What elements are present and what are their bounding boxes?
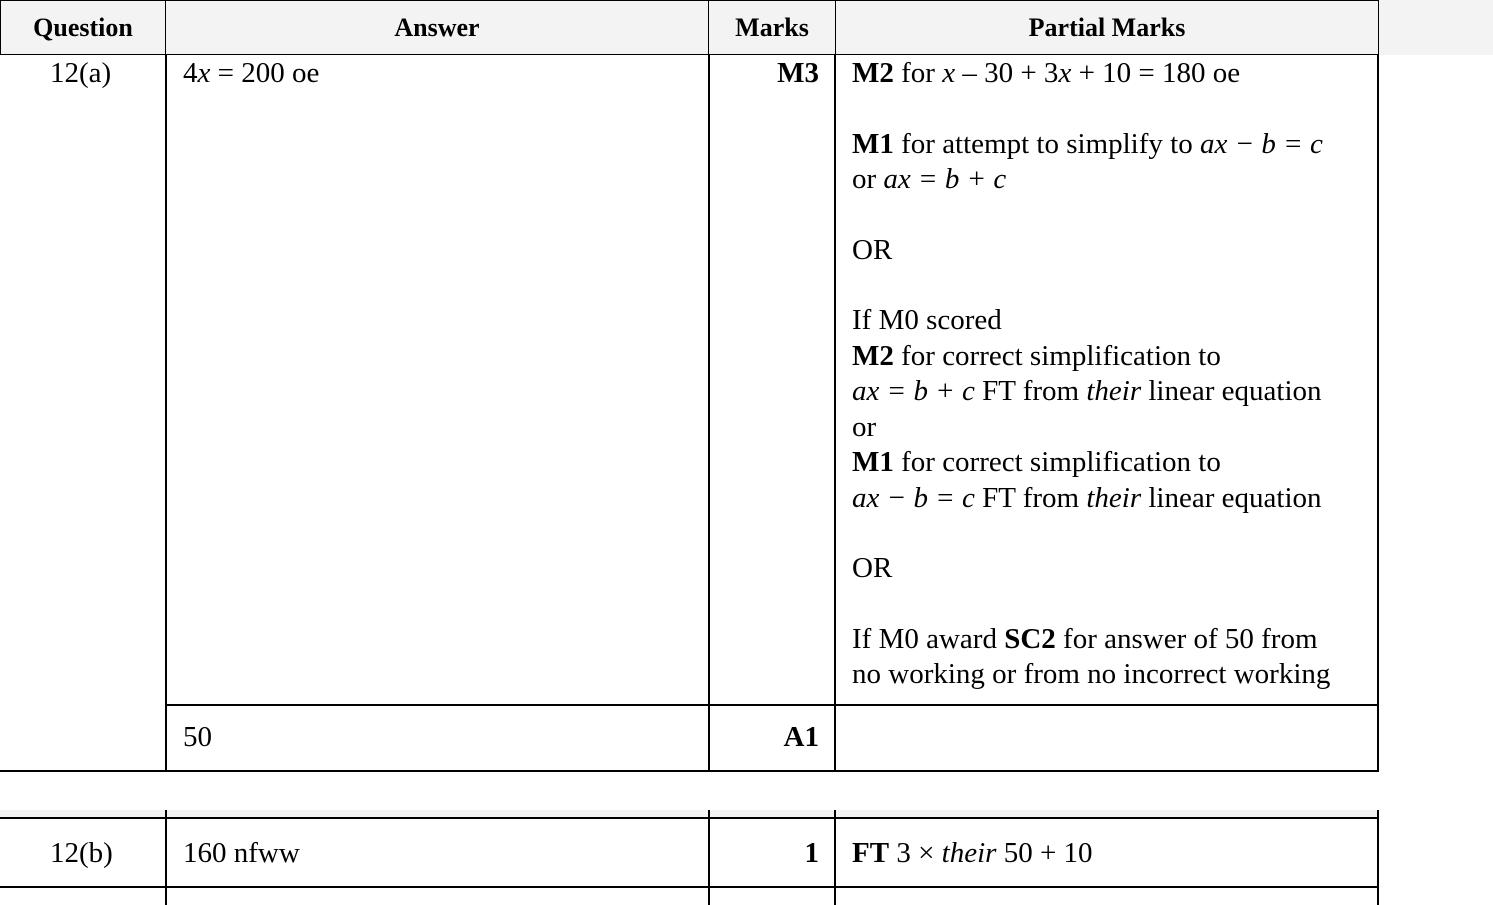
partial-line: If M0 scored (852, 304, 1002, 336)
divider (834, 55, 836, 772)
header-question: Question (0, 0, 166, 55)
answer-12a-final: 50 (183, 721, 212, 753)
divider (165, 55, 167, 772)
header-answer: Answer (165, 0, 709, 55)
partial-marks-12b: FT 3 × their 50 + 10 (852, 837, 1093, 869)
partial-marks-12a (852, 56, 1372, 693)
question-number-12b: 12(b) (50, 837, 113, 869)
header-partial-marks: Partial Marks (835, 0, 1379, 55)
partial-line: ax − b = c FT from their linear equation (852, 481, 1322, 514)
partial-line: ax = b + c FT from their linear equation (852, 375, 1322, 407)
divider (165, 704, 1379, 706)
divider (0, 817, 1379, 819)
answer-12a-method: 4x = 200 oe (183, 57, 320, 89)
divider (1377, 55, 1379, 772)
answer-12b: 160 nfww (183, 837, 300, 869)
divider (1377, 810, 1379, 905)
divider (708, 55, 710, 772)
divider (708, 810, 710, 905)
partial-line: M2 for correct simplification to (852, 339, 1221, 372)
divider (165, 810, 167, 905)
marks-12a-final: A1 (783, 721, 819, 753)
partial-line: OR (852, 233, 893, 266)
partial-line: M2 for x – 30 + 3x + 10 = 180 oe (852, 57, 1241, 89)
header-marks: Marks (708, 0, 836, 55)
divider (834, 810, 836, 905)
partial-line: OR (852, 552, 893, 584)
marks-12b: 1 (804, 837, 819, 869)
divider (0, 886, 1379, 888)
partial-line: or ax = b + c (852, 163, 1007, 195)
partial-line: M1 for correct simplification to (852, 446, 1221, 478)
question-number-12a: 12(a) (50, 57, 112, 89)
partial-line: no working or from no incorrect working (852, 658, 1331, 690)
partial-line: M1 for attempt to simplify to ax − b = c (852, 127, 1323, 160)
marks-12a-method: M3 (777, 57, 819, 89)
partial-line: If M0 award SC2 for answer of 50 from (852, 622, 1318, 655)
partial-line: or (852, 410, 877, 443)
